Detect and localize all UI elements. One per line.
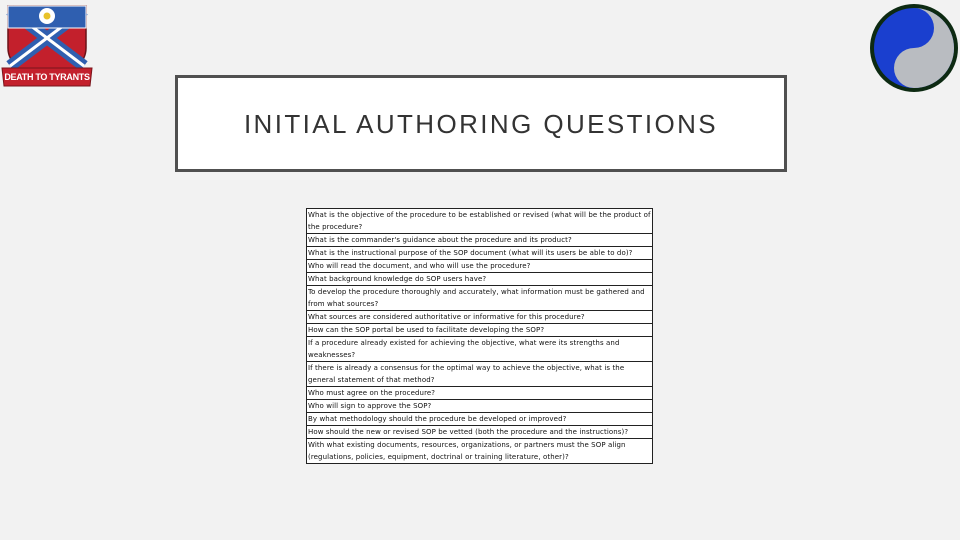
question-cell: What background knowledge do SOP users have? bbox=[307, 273, 653, 286]
question-cell: How should the new or revised SOP be vetted (both the procedure and the instructions)? bbox=[307, 426, 653, 439]
table-row bbox=[307, 362, 653, 387]
unit-crest-logo bbox=[0, 0, 94, 92]
question-cell: What is the commander's guidance about the procedure and its product? bbox=[307, 234, 653, 247]
question-cell: What is the objective of the procedure to be established or revised (what will be the product of the procedure? bbox=[307, 209, 653, 234]
division-patch-logo bbox=[866, 2, 960, 94]
title-box bbox=[175, 75, 787, 172]
question-cell: Who must agree on the procedure? bbox=[307, 387, 653, 400]
question-cell: Who will read the document, and who will use the procedure? bbox=[307, 260, 653, 273]
question-cell: Who will sign to approve the SOP? bbox=[307, 400, 653, 413]
question-cell: If there is already a consensus for the optimal way to achieve the objective, what is the general statement of that method? bbox=[307, 362, 653, 387]
table-row bbox=[307, 337, 653, 362]
table-row bbox=[307, 426, 653, 439]
table-row bbox=[307, 286, 653, 311]
questions-table bbox=[306, 208, 653, 464]
question-cell: What sources are considered authoritative or informative for this procedure? bbox=[307, 311, 653, 324]
table-row bbox=[307, 247, 653, 260]
question-cell: What is the instructional purpose of the SOP document (what will its users be able to do)? bbox=[307, 247, 653, 260]
question-cell: If a procedure already existed for achieving the objective, what were its strengths and weaknesses? bbox=[307, 337, 653, 362]
table-row bbox=[307, 400, 653, 413]
table-row bbox=[307, 209, 653, 234]
crest-motto-text: DEATH TO TYRANTS bbox=[4, 72, 90, 82]
table-row bbox=[307, 260, 653, 273]
table-row bbox=[307, 324, 653, 337]
table-row bbox=[307, 273, 653, 286]
table-row bbox=[307, 413, 653, 426]
table-row bbox=[307, 311, 653, 324]
question-cell: By what methodology should the procedure be developed or improved? bbox=[307, 413, 653, 426]
table-row bbox=[307, 439, 653, 464]
question-cell: With what existing documents, resources, organizations, or partners must the SOP align (regulations, policies, equipment, doctrinal or training literature, other)? bbox=[307, 439, 653, 464]
page-title: INITIAL AUTHORING QUESTIONS bbox=[243, 109, 719, 139]
table-row bbox=[307, 234, 653, 247]
question-cell: How can the SOP portal be used to facilitate developing the SOP? bbox=[307, 324, 653, 337]
table-row bbox=[307, 387, 653, 400]
question-cell: To develop the procedure thoroughly and accurately, what information must be gathered and from what sources? bbox=[307, 286, 653, 311]
